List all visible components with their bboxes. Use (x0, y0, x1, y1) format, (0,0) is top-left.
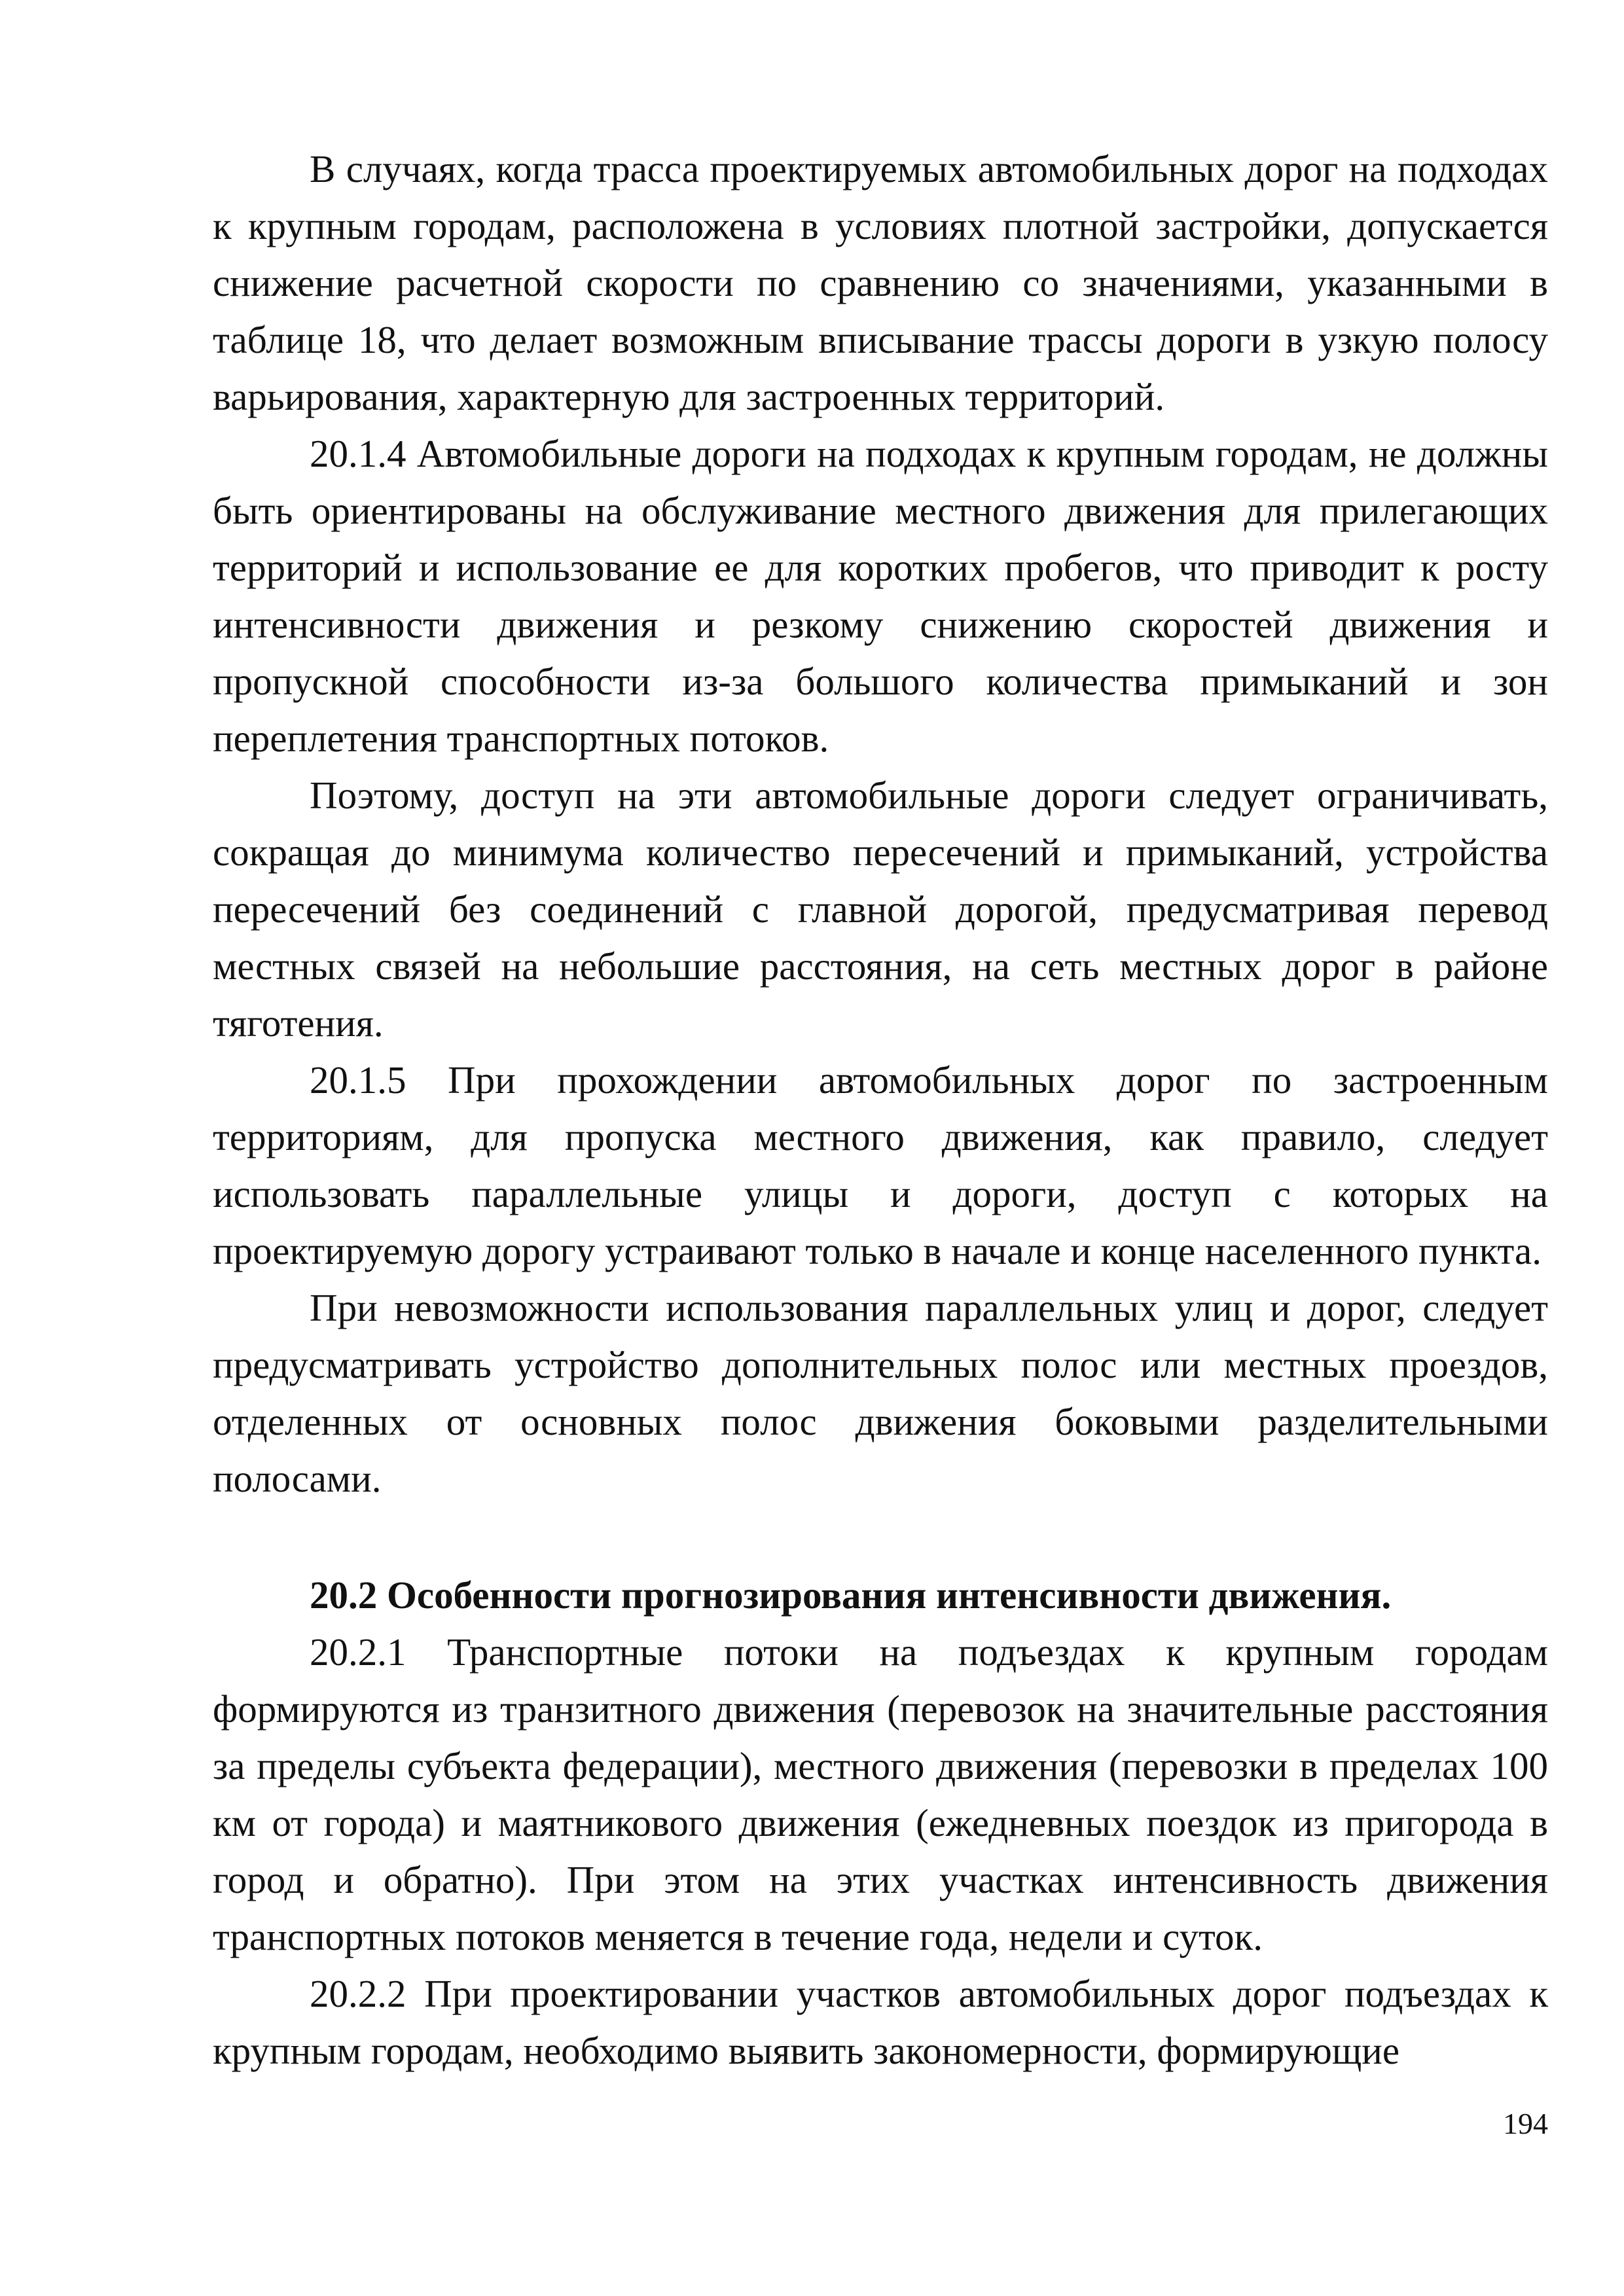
paragraph-access-restriction: Поэтому, доступ на эти автомобильные дороги следует ограничивать, сокращая до минимума количество пересечений и примыканий, устройства пересечений без соединений с главной дорогой, предусматривая перевод местных связей на небольшие расстояния, на сеть местных дорог в районе тяготения. (213, 774, 1548, 1045)
paragraph-20-1-4: 20.1.4 Автомобильные дороги на подходах к крупным городам, не должны быть ориентированы на обслуживание местного движения для прилегающих территорий и использование ее для коротких пробегов, что приводит к росту интенсивности движения и резкому снижению скоростей движения и пропускной способности из-за большого количества примыканий и зон переплетения транспортных потоков. (213, 432, 1548, 760)
paragraph-20-2-1: 20.2.1 Транспортные потоки на подъездах к крупным городам формируются из транзитного движения (перевозок на значительные расстояния за пределы субъекта федерации), местного движения (перевозки в пределах 100 км от города) и маятникового движения (ежедневных поездок из пригорода в город и обратно). При этом на этих участках интенсивность движения транспортных потоков меняется в течение года, недели и суток. (213, 1630, 1548, 1958)
page-number: 194 (1503, 2107, 1548, 2140)
paragraph-1: В случаях, когда трасса проектируемых автомобильных дорог на подходах к крупным городам, расположена в условиях плотной застройки, допускается снижение расчетной скорости по сравнению со значениями, указанными в таблице 18, что делает возможным вписывание трассы дороги в узкую полосу варьирования, характерную для застроенных территорий. (213, 147, 1548, 418)
document-page (213, 141, 1548, 2079)
paragraph-20-2-2: 20.2.2 При проектировании участков автомобильных дорог подъездах к крупным городам, необходимо выявить закономерности, формирующие (213, 1972, 1548, 2072)
paragraph-additional-lanes: При невозможности использования параллельных улиц и дорог, следует предусматривать устройство дополнительных полос или местных проездов, отделенных от основных полос движения боковыми разделительными полосами. (213, 1286, 1548, 1500)
section-heading-20-2: 20.2 Особенности прогнозирования интенсивности движения. (310, 1573, 1392, 1617)
paragraph-20-1-5: 20.1.5 При прохождении автомобильных дорог по застроенным территориям, для пропуска местного движения, как правило, следует использовать параллельные улицы и дороги, доступ с которых на проектируемую дорогу устраивают только в начале и конце населенного пункта. (213, 1058, 1548, 1272)
